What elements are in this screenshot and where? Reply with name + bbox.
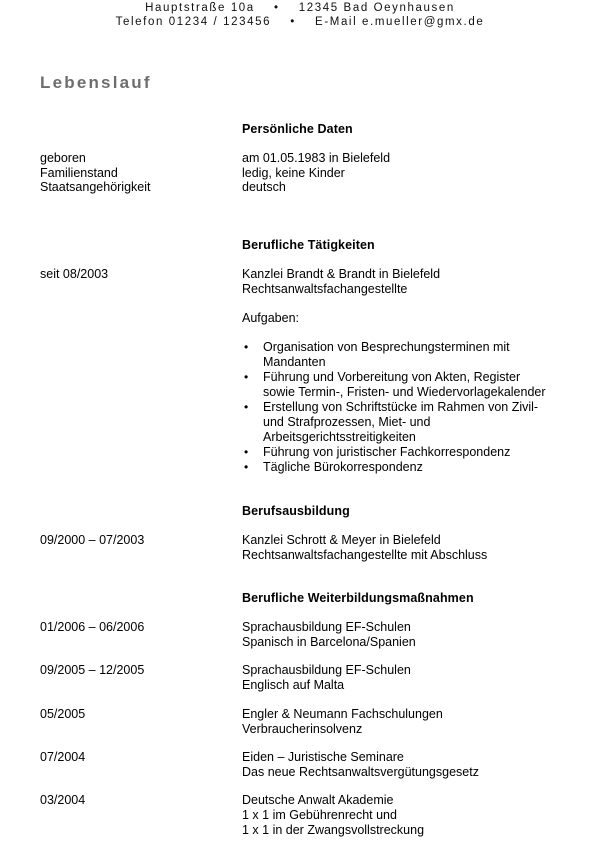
training-line: Rechtsanwaltsfachangestellte mit Abschluss xyxy=(242,548,488,562)
education-entry xyxy=(242,620,416,650)
education-line: 1 x 1 im Gebührenrecht und xyxy=(242,808,397,822)
task-line: Arbeitsgerichtsstreitigkeiten xyxy=(263,430,416,444)
education-line: Spanisch in Barcelona/Spanien xyxy=(242,635,416,649)
education-line: Sprachausbildung EF-Schulen xyxy=(242,620,411,634)
tasks-list xyxy=(242,340,572,475)
education-line: Das neue Rechtsanwaltsvergütungsgesetz xyxy=(242,765,479,779)
task-line: Führung von juristischer Fachkorrespondenz xyxy=(263,445,511,459)
education-line: Sprachausbildung EF-Schulen xyxy=(242,663,411,677)
header-address: Hauptstraße 10a • 12345 Bad Oeynhausen xyxy=(145,2,455,14)
task-line: Führung und Vorbereitung von Akten, Register xyxy=(263,370,521,384)
section-heading-education: Berufliche Weiterbildungsmaßnahmen xyxy=(242,591,474,605)
education-line: 1 x 1 in der Zwangsvollstreckung xyxy=(242,823,425,837)
section-heading-training: Berufsausbildung xyxy=(242,504,350,518)
label-nationality: Staatsangehörigkeit xyxy=(40,180,151,194)
work-line-employer: Kanzlei Brandt & Brandt in Bielefeld xyxy=(242,267,441,281)
education-line: Englisch auf Malta xyxy=(242,678,345,692)
bullet-icon: • xyxy=(244,340,249,354)
page-title: Lebenslauf xyxy=(40,73,152,92)
value-born: am 01.05.1983 in Bielefeld xyxy=(242,151,391,165)
section-heading-work: Berufliche Tätigkeiten xyxy=(242,238,375,252)
bullet-icon: • xyxy=(244,445,249,459)
training-details xyxy=(242,533,487,563)
education-date: 05/2005 xyxy=(40,707,86,721)
value-nationality: deutsch xyxy=(242,180,286,194)
education-line: Deutsche Anwalt Akademie xyxy=(242,793,394,807)
task-line: Organisation von Besprechungsterminen mit xyxy=(263,340,510,354)
list-item xyxy=(242,400,572,445)
bullet-icon: • xyxy=(244,460,249,474)
education-entry xyxy=(242,793,424,838)
section-heading-personal: Persönliche Daten xyxy=(242,122,353,136)
list-item xyxy=(242,460,572,475)
education-entry xyxy=(242,750,479,780)
value-marital-status: ledig, keine Kinder xyxy=(242,166,345,180)
work-employer xyxy=(242,267,440,297)
task-line: sowie Termin-, Fristen- und Wiedervorlagekalender xyxy=(263,385,546,399)
education-date: 01/2006 – 06/2006 xyxy=(40,620,145,634)
education-date: 09/2005 – 12/2005 xyxy=(40,663,145,677)
training-line: Kanzlei Schrott & Meyer in Bielefeld xyxy=(242,533,441,547)
education-date: 03/2004 xyxy=(40,793,86,807)
label-born: geboren xyxy=(40,151,86,165)
list-item xyxy=(242,445,572,460)
bullet-icon: • xyxy=(244,400,249,414)
bullet-icon: • xyxy=(244,370,249,384)
tasks-label: Aufgaben: xyxy=(242,311,299,325)
list-item xyxy=(242,370,572,400)
education-entry xyxy=(242,707,443,737)
label-marital-status: Familienstand xyxy=(40,166,118,180)
education-line: Verbraucherinsolvenz xyxy=(242,722,363,736)
header-contact: Telefon 01234 / 123456 • E-Mail e.mueller@gmx.de xyxy=(115,16,485,28)
task-line: Tägliche Bürokorrespondenz xyxy=(263,460,423,474)
task-line: Erstellung von Schriftstücke im Rahmen von Zivil- xyxy=(263,400,539,414)
task-line: und Strafprozessen, Miet- und xyxy=(263,415,431,429)
work-line-position: Rechtsanwaltsfachangestellte xyxy=(242,282,408,296)
training-date: 09/2000 – 07/2003 xyxy=(40,533,145,547)
education-line: Eiden – Juristische Seminare xyxy=(242,750,404,764)
list-item xyxy=(242,340,572,370)
work-date: seit 08/2003 xyxy=(40,267,109,281)
education-date: 07/2004 xyxy=(40,750,86,764)
education-entry xyxy=(242,663,411,693)
education-line: Engler & Neumann Fachschulungen xyxy=(242,707,443,721)
task-line: Mandanten xyxy=(263,355,326,369)
